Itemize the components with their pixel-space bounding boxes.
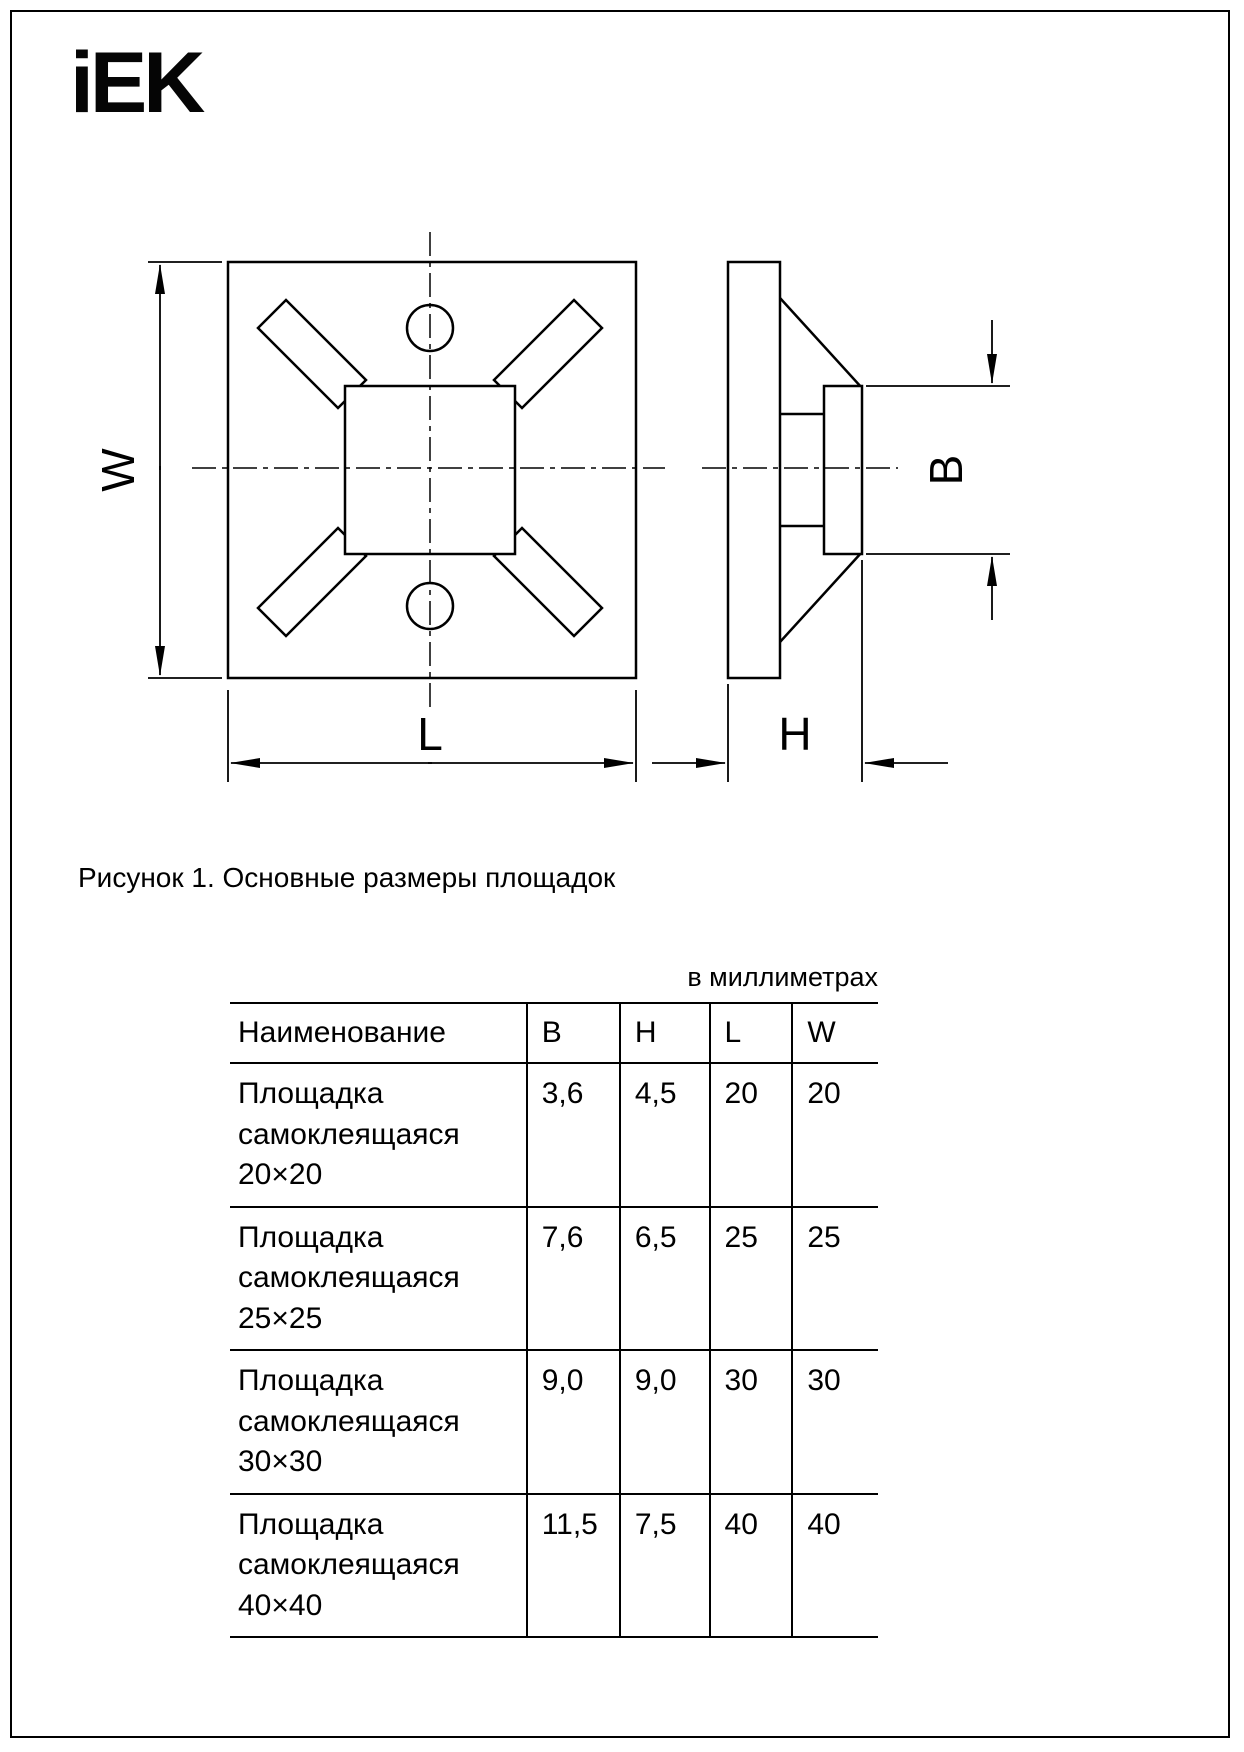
table-body: [230, 1063, 878, 1637]
row-b: 9,0: [527, 1350, 620, 1494]
header-w: W: [792, 1003, 878, 1063]
dimension-label-l: L: [417, 708, 443, 760]
dimension-label-b: B: [920, 454, 972, 486]
table-row: [230, 1350, 878, 1494]
side-slope-top: [780, 298, 862, 388]
side-slope-bottom: [780, 552, 862, 642]
row-h: 7,5: [620, 1494, 710, 1638]
table-header: [230, 1003, 878, 1063]
row-l: 20: [710, 1063, 793, 1207]
row-name-line1: Площадка самоклеящаяся: [238, 1077, 460, 1151]
header-h: H: [620, 1003, 710, 1063]
dimensions-table: [230, 1002, 878, 1638]
row-name-line1: Площадка самоклеящаяся: [238, 1220, 460, 1294]
figure-caption: Рисунок 1. Основные размеры площадок: [78, 862, 616, 893]
table-row: [230, 1207, 878, 1351]
row-w: 40: [792, 1494, 878, 1638]
row-h: 6,5: [620, 1207, 710, 1351]
row-b: 7,6: [527, 1207, 620, 1351]
header-l: L: [710, 1003, 793, 1063]
row-name-line1: Площадка самоклеящаяся: [238, 1364, 460, 1438]
row-h: 9,0: [620, 1350, 710, 1494]
dimension-l: [228, 690, 636, 782]
side-base-plate: [728, 262, 780, 678]
header-b: B: [527, 1003, 620, 1063]
row-w: 20: [792, 1063, 878, 1207]
technical-drawing: [0, 0, 1244, 840]
dimension-label-h: H: [778, 708, 812, 760]
row-name-line2: 40×40: [238, 1588, 323, 1622]
table-header-row: [230, 1003, 878, 1063]
table-row: [230, 1494, 878, 1638]
row-h: 4,5: [620, 1063, 710, 1207]
row-l: 40: [710, 1494, 793, 1638]
front-view: [192, 232, 665, 708]
row-w: 30: [792, 1350, 878, 1494]
row-l: 30: [710, 1350, 793, 1494]
dimensions-table-container: [230, 1002, 878, 1638]
units-note: в миллиметрах: [687, 962, 878, 992]
dimension-label-w: W: [92, 448, 144, 492]
dimension-h: [652, 560, 948, 782]
row-w: 25: [792, 1207, 878, 1351]
header-name: Наименование: [230, 1003, 527, 1063]
row-name-line2: 30×30: [238, 1445, 323, 1478]
iek-logo: iEK: [70, 35, 202, 131]
side-head: [824, 386, 862, 554]
table-row: [230, 1063, 878, 1207]
dimension-b: [866, 320, 1010, 620]
row-l: 25: [710, 1207, 793, 1351]
dimension-w: [92, 262, 222, 678]
side-view: [702, 262, 898, 678]
row-b: 3,6: [527, 1063, 620, 1207]
row-b: 11,5: [527, 1494, 620, 1638]
row-name-line1: Площадка самоклеящаяся: [238, 1507, 460, 1581]
row-name-line2: 20×20: [238, 1158, 323, 1191]
row-name-line2: 25×25: [238, 1301, 323, 1335]
